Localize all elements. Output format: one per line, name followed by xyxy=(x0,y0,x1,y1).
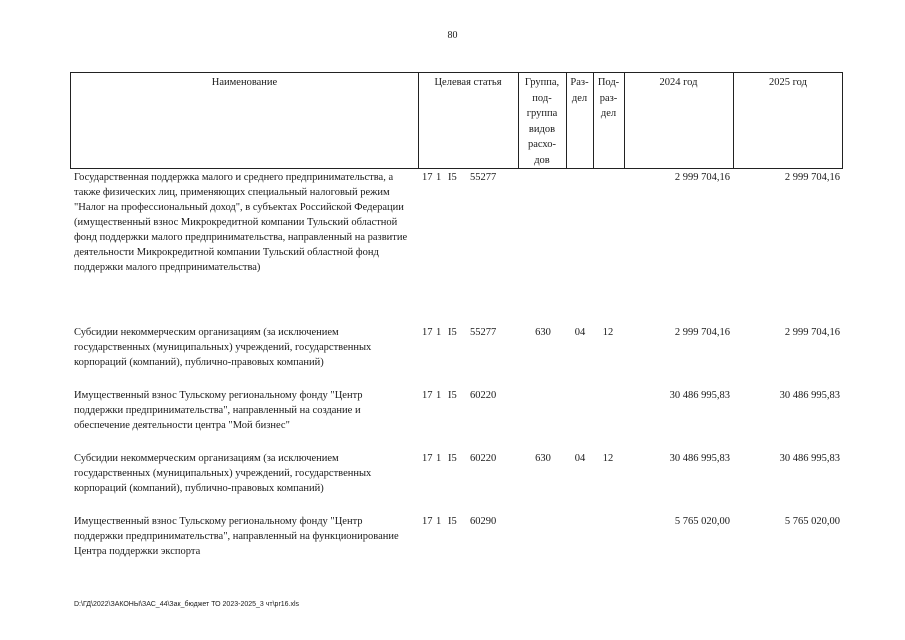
table-header xyxy=(70,72,843,169)
row-name: Имущественный взнос Тульскому региональному фонду "Центр поддержки предпринимательства", направленный на функционирование Центра поддержки экспорта xyxy=(74,516,399,557)
header-name: Наименование xyxy=(211,77,278,88)
row-amount-2024: 5 765 020,00 xyxy=(674,516,730,527)
header-year-2025: 2025 год xyxy=(769,77,807,88)
header-expense-group: Группа, под- группа видов расхо- дов xyxy=(524,77,560,166)
row-name: Субсидии некоммерческим организациям (за исключением государственных (муниципальных) учреждений, государственных корпораций (компаний), публично-правовых компаний) xyxy=(74,453,372,494)
row-target-article: 17 1 I5 55277 xyxy=(422,327,497,338)
header-target-article: Целевая статья xyxy=(434,77,502,88)
row-amount-2025: 30 486 995,83 xyxy=(779,390,840,401)
row-target-article: 17 1 I5 60220 xyxy=(422,453,497,464)
row-amount-2024: 2 999 704,16 xyxy=(674,327,730,338)
row-amount-2024: 2 999 704,16 xyxy=(674,172,730,183)
row-section: 04 xyxy=(574,327,586,338)
header-subsection: Под- раз- дел xyxy=(597,77,620,119)
header-year-2024: 2024 год xyxy=(659,77,698,88)
row-amount-2025: 2 999 704,16 xyxy=(784,327,840,338)
file-path-footer: D:\ГД\2022\ЗАКОНЫ\ЗАС_44\Зак_бюджет ТО 2023-2025_3 чт\pr16.xls xyxy=(74,601,300,608)
row-name: Субсидии некоммерческим организациям (за исключением государственных (муниципальных) учреждений, государственных корпораций (компаний), публично-правовых компаний) xyxy=(74,327,372,368)
row-amount-2024: 30 486 995,83 xyxy=(669,390,730,401)
row-name: Государственная поддержка малого и среднего предпринимательства, а также физических лиц, применяющих специальный налоговый режим "Налог на профессиональный доход", в субъектах Российской Федерации (имущественный взнос Микрокредитной компании Тульский областной фонд поддержки малого предпринимательства, направленный на развитие деятельности Микрокредитной компании Тульский областной фонд поддержки малого предпринимательства) xyxy=(74,172,408,273)
row-target-article: 17 1 I5 60220 xyxy=(422,390,497,401)
row-section: 04 xyxy=(574,453,586,464)
header-section: Раз- дел xyxy=(570,77,589,104)
row-name: Имущественный взнос Тульскому региональному фонду "Центр поддержки предпринимательства", направленный на создание и обеспечение деятельности центра "Мой бизнес" xyxy=(74,390,363,431)
page-number: 80 xyxy=(447,30,458,41)
row-expense-group: 630 xyxy=(535,327,551,338)
row-amount-2025: 2 999 704,16 xyxy=(784,172,840,183)
row-target-article: 17 1 I5 55277 xyxy=(422,172,497,183)
row-amount-2024: 30 486 995,83 xyxy=(669,453,730,464)
row-amount-2025: 5 765 020,00 xyxy=(784,516,840,527)
row-subsection: 12 xyxy=(602,327,614,338)
row-expense-group: 630 xyxy=(535,453,551,464)
row-amount-2025: 30 486 995,83 xyxy=(779,453,840,464)
row-target-article: 17 1 I5 60290 xyxy=(422,516,497,527)
row-subsection: 12 xyxy=(602,453,614,464)
